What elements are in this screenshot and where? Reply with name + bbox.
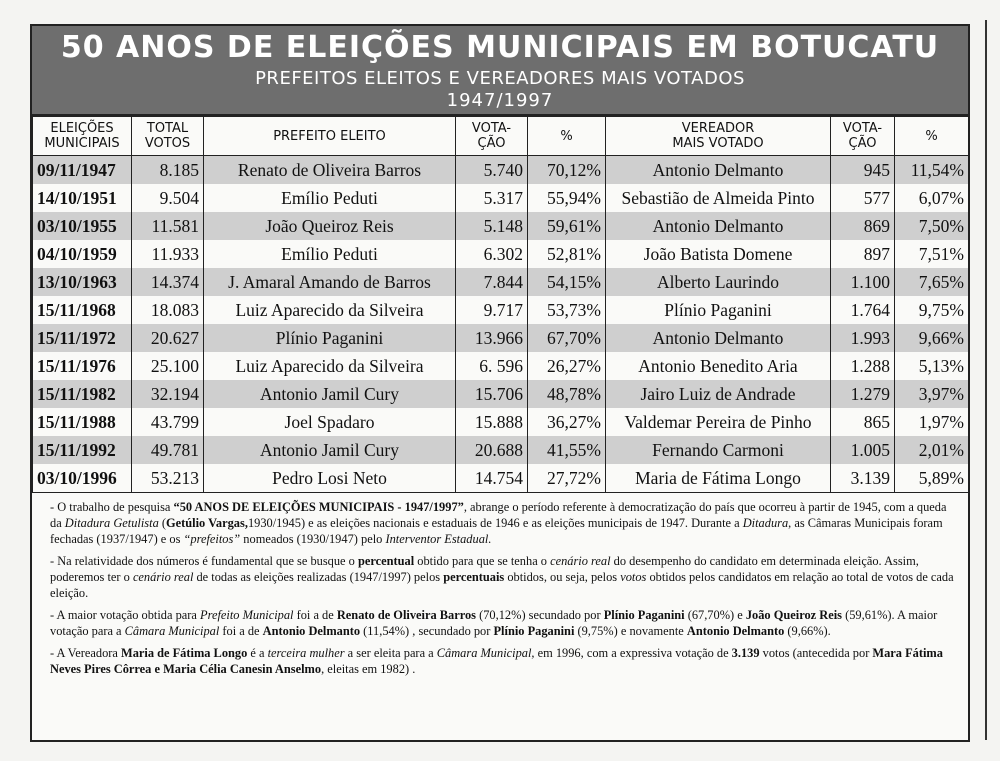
cell-prefeito: Antonio Jamil Cury — [204, 436, 456, 464]
notes-section — [32, 493, 968, 677]
cell-prefeito: Joel Spadaro — [204, 408, 456, 436]
cell-pct-vereador: 3,97% — [895, 380, 969, 408]
cell-pct-prefeito: 70,12% — [528, 156, 606, 185]
cell-pct-prefeito: 53,73% — [528, 296, 606, 324]
cell-total-votes: 9.504 — [132, 184, 204, 212]
cell-pct-vereador: 11,54% — [895, 156, 969, 185]
cell-pct-prefeito: 52,81% — [528, 240, 606, 268]
cell-vereador: Jairo Luiz de Andrade — [606, 380, 831, 408]
note-paragraph-4: - A Vereadora Maria de Fátima Longo é a terceira mulher a ser eleita para a Câmara Municipal, em 1996, com a expressiva votação de 3.139 votos (antecedida por Mara Fátima Neves Pires Côrrea e Maria Célia Canesin Anselmo, eleitas em 1982) . — [50, 646, 943, 676]
document-sheet — [30, 24, 970, 742]
cell-votacao-prefeito: 15.706 — [456, 380, 528, 408]
document-period: 1947/1997 — [446, 90, 554, 111]
cell-votacao-prefeito: 9.717 — [456, 296, 528, 324]
cell-date: 15/11/1976 — [33, 352, 132, 380]
cell-prefeito: Emílio Peduti — [204, 240, 456, 268]
cell-pct-prefeito: 41,55% — [528, 436, 606, 464]
cell-pct-prefeito: 48,78% — [528, 380, 606, 408]
col-header-pct-prefeito: % — [528, 117, 606, 156]
cell-prefeito: João Queiroz Reis — [204, 212, 456, 240]
cell-votacao-vereador: 1.100 — [831, 268, 895, 296]
cell-votacao-vereador: 1.005 — [831, 436, 895, 464]
cell-votacao-prefeito: 6. 596 — [456, 352, 528, 380]
cell-date: 03/10/1996 — [33, 464, 132, 493]
cell-prefeito: Luiz Aparecido da Silveira — [204, 352, 456, 380]
cell-pct-prefeito: 67,70% — [528, 324, 606, 352]
cell-votacao-vereador: 577 — [831, 184, 895, 212]
cell-votacao-prefeito: 15.888 — [456, 408, 528, 436]
cell-votacao-vereador: 865 — [831, 408, 895, 436]
cell-date: 15/11/1972 — [33, 324, 132, 352]
cell-votacao-vereador: 869 — [831, 212, 895, 240]
title-banner — [32, 26, 968, 116]
cell-prefeito: Plínio Paganini — [204, 324, 456, 352]
cell-pct-vereador: 7,51% — [895, 240, 969, 268]
cell-votacao-prefeito: 14.754 — [456, 464, 528, 493]
cell-pct-prefeito: 59,61% — [528, 212, 606, 240]
cell-vereador: Antonio Delmanto — [606, 324, 831, 352]
cell-vereador: Antonio Delmanto — [606, 212, 831, 240]
cell-vereador: Alberto Laurindo — [606, 268, 831, 296]
cell-date: 15/11/1988 — [33, 408, 132, 436]
cell-vereador: Valdemar Pereira de Pinho — [606, 408, 831, 436]
note-paragraph-2: - Na relatividade dos números é fundamental que se busque o percentual obtido para que se tenha o cenário real do desempenho do candidato em determinada eleição. Assim, poderemos ter o cenário real de todas as eleições realizadas (1947/1997) pelos percentuais obtidos, ou seja, pelos votos obtidos pelos candidatos em relação ao total de votos de cada eleição. — [50, 554, 954, 600]
cell-prefeito: Antonio Jamil Cury — [204, 380, 456, 408]
cell-prefeito: Renato de Oliveira Barros — [204, 156, 456, 185]
cell-pct-vereador: 7,50% — [895, 212, 969, 240]
table-row — [33, 352, 969, 380]
cell-total-votes: 32.194 — [132, 380, 204, 408]
cell-pct-vereador: 9,75% — [895, 296, 969, 324]
col-header-votacao-prefeito: VOTA- ÇÃO — [456, 117, 528, 156]
col-header-prefeito: PREFEITO ELEITO — [204, 117, 456, 156]
table-row — [33, 436, 969, 464]
cell-total-votes: 20.627 — [132, 324, 204, 352]
cell-pct-vereador: 5,89% — [895, 464, 969, 493]
table-header-row — [33, 117, 969, 156]
cell-votacao-vereador: 1.279 — [831, 380, 895, 408]
cell-date: 14/10/1951 — [33, 184, 132, 212]
table-row — [33, 296, 969, 324]
page-edge-rule — [985, 20, 987, 740]
document-subtitle: PREFEITOS ELEITOS E VEREADORES MAIS VOTADOS — [255, 68, 745, 89]
col-header-votacao-vereador: VOTA- ÇÃO — [831, 117, 895, 156]
cell-votacao-vereador: 3.139 — [831, 464, 895, 493]
cell-total-votes: 11.933 — [132, 240, 204, 268]
table-row — [33, 408, 969, 436]
cell-prefeito: Luiz Aparecido da Silveira — [204, 296, 456, 324]
cell-votacao-prefeito: 13.966 — [456, 324, 528, 352]
table-row — [33, 184, 969, 212]
col-header-vereador: VEREADOR MAIS VOTADO — [606, 117, 831, 156]
cell-total-votes: 43.799 — [132, 408, 204, 436]
table-row — [33, 464, 969, 493]
cell-votacao-vereador: 1.993 — [831, 324, 895, 352]
cell-date: 15/11/1968 — [33, 296, 132, 324]
cell-vereador: João Batista Domene — [606, 240, 831, 268]
cell-votacao-prefeito: 7.844 — [456, 268, 528, 296]
cell-total-votes: 8.185 — [132, 156, 204, 185]
document-title: 50 ANOS DE ELEIÇÕES MUNICIPAIS EM BOTUCATU — [60, 30, 940, 65]
cell-votacao-prefeito: 20.688 — [456, 436, 528, 464]
cell-vereador: Antonio Benedito Aria — [606, 352, 831, 380]
cell-pct-vereador: 5,13% — [895, 352, 969, 380]
cell-date: 15/11/1992 — [33, 436, 132, 464]
note-paragraph-3: - A maior votação obtida para Prefeito Municipal foi a de Renato de Oliveira Barros (70,12%) secundado por Plínio Paganini (67,70%) e João Queiroz Reis (59,61%). A maior votação para a Câmara Municipal foi a de Antonio Delmanto (11,54%) , secundado por Plínio Paganini (9,75%) e novamente Antonio Delmanto (9,66%). — [50, 608, 938, 638]
cell-prefeito: Emílio Peduti — [204, 184, 456, 212]
cell-total-votes: 11.581 — [132, 212, 204, 240]
cell-votacao-vereador: 1.288 — [831, 352, 895, 380]
table-row — [33, 268, 969, 296]
cell-date: 09/11/1947 — [33, 156, 132, 185]
cell-pct-vereador: 7,65% — [895, 268, 969, 296]
cell-total-votes: 18.083 — [132, 296, 204, 324]
cell-date: 03/10/1955 — [33, 212, 132, 240]
cell-votacao-vereador: 945 — [831, 156, 895, 185]
cell-date: 13/10/1963 — [33, 268, 132, 296]
cell-prefeito: Pedro Losi Neto — [204, 464, 456, 493]
cell-vereador: Plínio Paganini — [606, 296, 831, 324]
table-body — [33, 156, 969, 493]
table-row — [33, 156, 969, 185]
cell-pct-prefeito: 27,72% — [528, 464, 606, 493]
cell-total-votes: 25.100 — [132, 352, 204, 380]
cell-pct-vereador: 1,97% — [895, 408, 969, 436]
cell-vereador: Maria de Fátima Longo — [606, 464, 831, 493]
note-paragraph-1: - O trabalho de pesquisa “50 ANOS DE ELEIÇÕES MUNICIPAIS - 1947/1997”, abrange o período referente à democratização do país que ocorreu à partir de 1945, com a queda da Ditadura Getulista (Getúlio Vargas,1930/1945) e as eleições nacionais e estaduais de 1946 e as eleições municipais de 1947. Durante a Ditadura, as Câmaras Municipais foram fechadas (1937/1947) e os “prefeitos” nomeados (1930/1947) pelo Interventor Estadual. — [50, 500, 947, 546]
cell-votacao-prefeito: 5.317 — [456, 184, 528, 212]
cell-pct-prefeito: 36,27% — [528, 408, 606, 436]
cell-votacao-vereador: 897 — [831, 240, 895, 268]
table-row — [33, 380, 969, 408]
cell-pct-prefeito: 55,94% — [528, 184, 606, 212]
col-header-total: TOTAL VOTOS — [132, 117, 204, 156]
cell-pct-vereador: 9,66% — [895, 324, 969, 352]
cell-prefeito: J. Amaral Amando de Barros — [204, 268, 456, 296]
cell-total-votes: 49.781 — [132, 436, 204, 464]
cell-votacao-prefeito: 5.740 — [456, 156, 528, 185]
elections-table — [32, 116, 969, 493]
cell-vereador: Fernando Carmoni — [606, 436, 831, 464]
cell-total-votes: 14.374 — [132, 268, 204, 296]
cell-pct-vereador: 2,01% — [895, 436, 969, 464]
cell-pct-vereador: 6,07% — [895, 184, 969, 212]
col-header-eleicoes: ELEIÇÕES MUNICIPAIS — [33, 117, 132, 156]
col-header-pct-vereador: % — [895, 117, 969, 156]
cell-vereador: Sebastião de Almeida Pinto — [606, 184, 831, 212]
cell-votacao-prefeito: 6.302 — [456, 240, 528, 268]
table-row — [33, 240, 969, 268]
cell-votacao-vereador: 1.764 — [831, 296, 895, 324]
cell-date: 04/10/1959 — [33, 240, 132, 268]
table-row — [33, 324, 969, 352]
cell-votacao-prefeito: 5.148 — [456, 212, 528, 240]
cell-pct-prefeito: 26,27% — [528, 352, 606, 380]
cell-vereador: Antonio Delmanto — [606, 156, 831, 185]
table-row — [33, 212, 969, 240]
cell-date: 15/11/1982 — [33, 380, 132, 408]
cell-total-votes: 53.213 — [132, 464, 204, 493]
cell-pct-prefeito: 54,15% — [528, 268, 606, 296]
